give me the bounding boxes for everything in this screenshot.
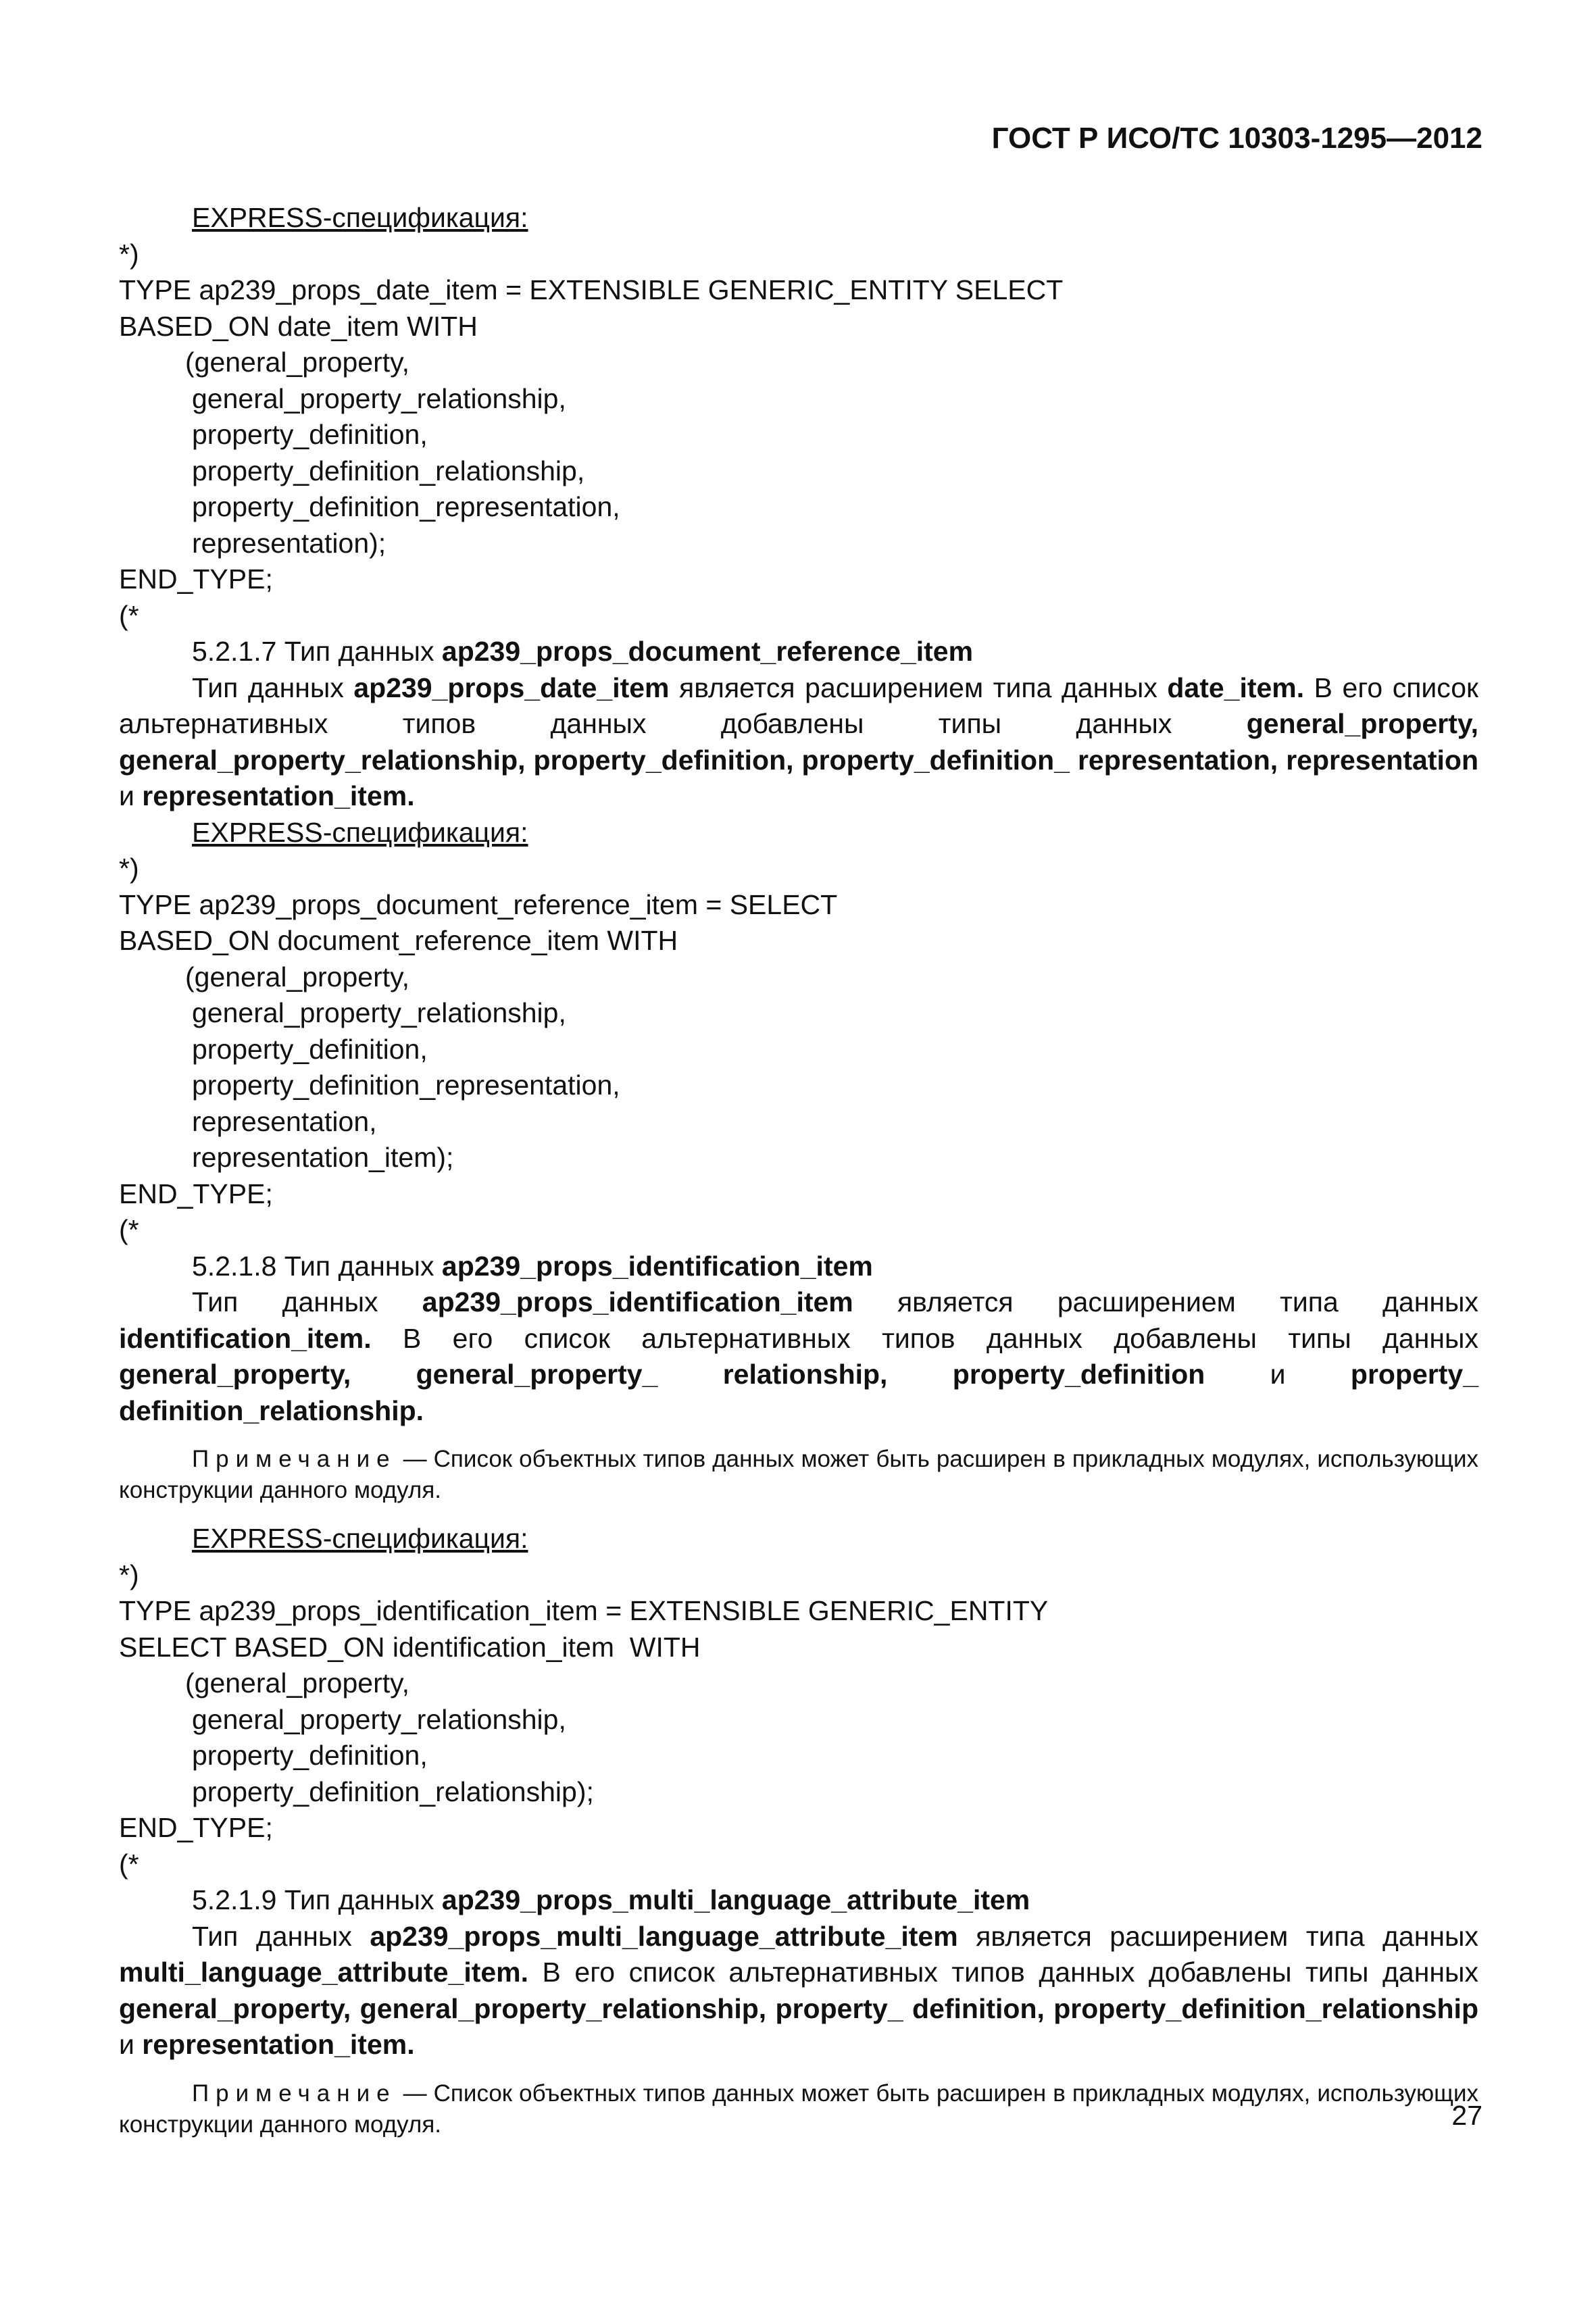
section-heading-5217: 5.2.1.7 Тип данных ap239_props_document_reference_item <box>192 636 974 667</box>
comment-open: *) <box>119 1559 139 1590</box>
section-paragraph-5218: Тип данных ap239_props_identification_item является расширением типа данных identification_item. В его список альтернативных типов данных добавлены типы данных general_property, general_property_ relationship, property_definition и property_ definition_relationship. <box>119 1286 1479 1426</box>
type-line: TYPE ap239_props_identification_item = EXTENSIBLE GENERIC_ENTITY <box>119 1595 1049 1626</box>
select-item: property_definition_relationship, <box>192 455 585 486</box>
select-item: (general_property, <box>185 347 409 378</box>
comment-close: (* <box>119 599 139 631</box>
end-type: END_TYPE; <box>119 1178 273 1209</box>
select-item: representation); <box>192 527 386 559</box>
select-item: general_property_relationship, <box>192 997 566 1028</box>
select-item: property_definition_representation, <box>192 1070 620 1101</box>
select-item: (general_property, <box>185 961 409 992</box>
document-header: ГОСТ Р ИСО/ТС 10303-1295—2012 <box>991 122 1482 155</box>
select-item: property_definition_relationship); <box>192 1776 594 1807</box>
express-label: EXPRESS-спецификация: <box>192 816 528 848</box>
page-number: 27 <box>1451 2100 1482 2131</box>
type-line: TYPE ap239_props_document_reference_item = SELECT <box>119 888 838 920</box>
based-on-line: BASED_ON date_item WITH <box>119 310 478 342</box>
select-item: property_definition, <box>192 1740 428 1771</box>
comment-close: (* <box>119 1848 139 1880</box>
page-content <box>119 200 1478 2155</box>
select-item: general_property_relationship, <box>192 382 566 414</box>
select-item: property_definition, <box>192 419 428 450</box>
based-on-line: SELECT BASED_ON identification_item WITH <box>119 1631 701 1663</box>
section-heading-5218: 5.2.1.8 Тип данных ap239_props_identification_item <box>192 1250 873 1282</box>
select-item: representation, <box>192 1105 377 1137</box>
type-line: TYPE ap239_props_date_item = EXTENSIBLE GENERIC_ENTITY SELECT <box>119 274 1064 305</box>
section-paragraph-5217: Тип данных ap239_props_date_item является расширением типа данных date_item. В его список альтернативных типов данных добавлены типы данных general_property, general_property_relationship, property_definition, property_definition_ representation, representation и representation_item. <box>119 672 1478 811</box>
end-type: END_TYPE; <box>119 563 273 595</box>
section-paragraph-5219: Тип данных ap239_props_multi_language_attribute_item является расширением типа данных multi_language_attribute_item. В его список альтернативных типов данных добавлены типы данных general_property, general_property_relationship, property_ definition, property_definition_relationship и representation_item. <box>119 1920 1478 2060</box>
select-item: (general_property, <box>185 1667 409 1699</box>
select-item: property_definition_representation, <box>192 491 620 522</box>
note-paragraph: Примечание — Список объектных типов данных может быть расширен в прикладных модулях, использующих конструкции данного модуля. <box>119 1446 1478 1503</box>
select-item: general_property_relationship, <box>192 1703 566 1735</box>
comment-open: *) <box>119 238 139 270</box>
express-label: EXPRESS-спецификация: <box>192 202 528 233</box>
select-item: representation_item); <box>192 1142 454 1173</box>
comment-open: *) <box>119 853 139 884</box>
end-type: END_TYPE; <box>119 1812 273 1843</box>
based-on-line: BASED_ON document_reference_item WITH <box>119 925 678 956</box>
express-label: EXPRESS-спецификация: <box>192 1523 528 1554</box>
section-heading-5219: 5.2.1.9 Тип данных ap239_props_multi_language_attribute_item <box>192 1884 1030 1915</box>
comment-close: (* <box>119 1214 139 1245</box>
note-paragraph: Примечание — Список объектных типов данных может быть расширен в прикладных модулях, использующих конструкции данного модуля. <box>119 2080 1478 2138</box>
select-item: property_definition, <box>192 1033 428 1065</box>
